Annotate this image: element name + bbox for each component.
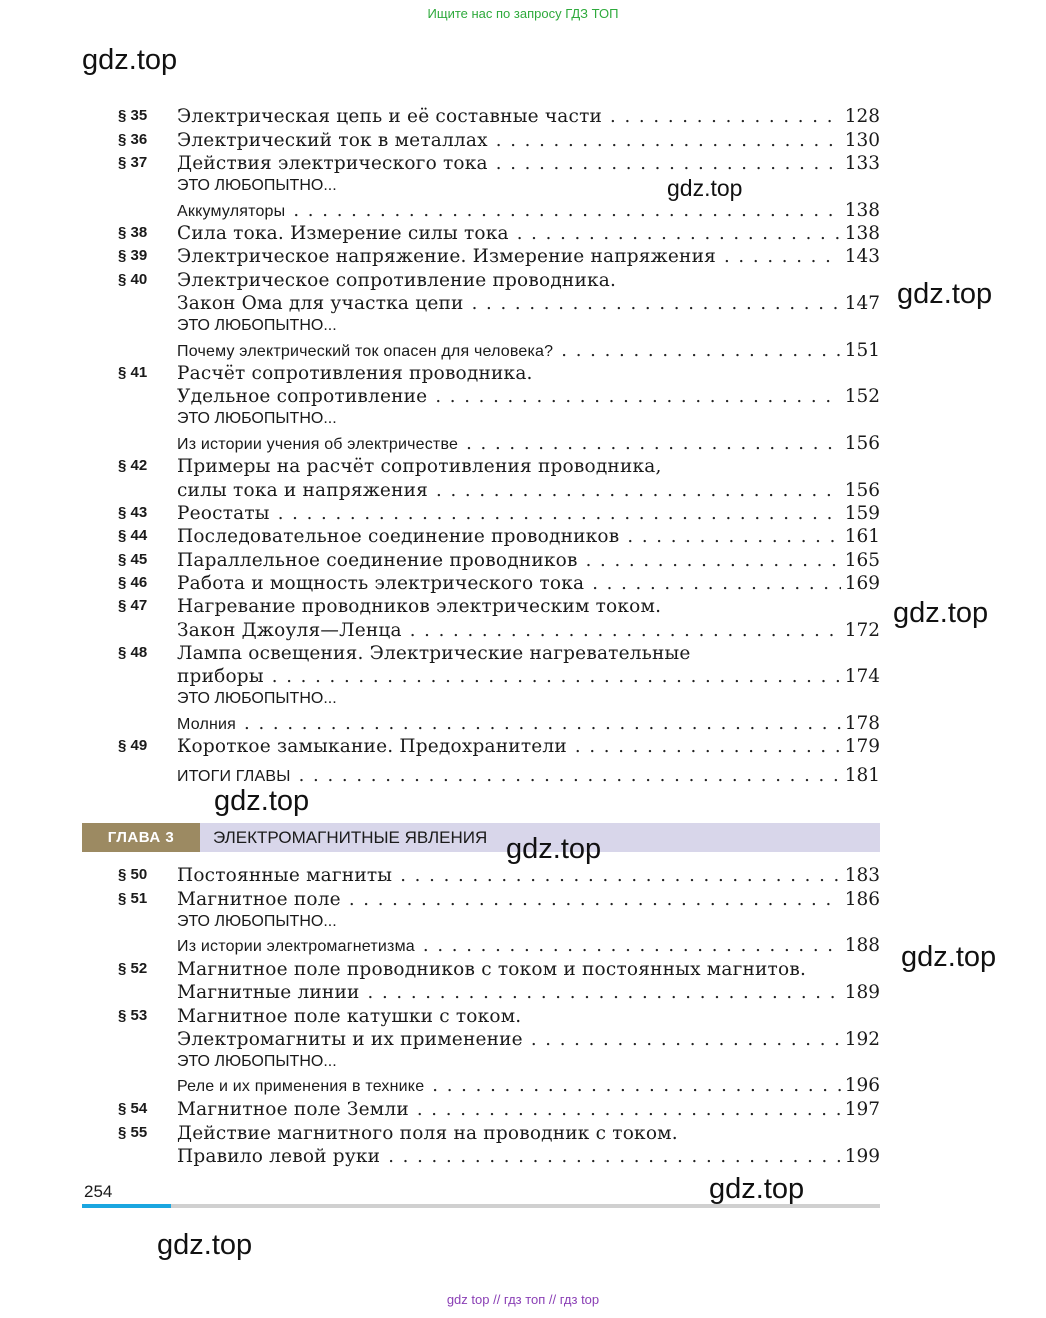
entry-line xyxy=(177,523,880,547)
entry-title: Электрическое напряжение. Измерение напряжения xyxy=(177,246,716,267)
entry-title: приборы xyxy=(177,666,264,687)
entry-title: Примеры на расчёт сопротивления проводника, xyxy=(177,456,662,477)
entry-title: Короткое замыкание. Предохранители xyxy=(177,736,567,757)
dot-leader xyxy=(472,294,841,314)
page-ref: 161 xyxy=(844,526,880,547)
entry-line xyxy=(177,593,880,617)
entry-title: силы тока и напряжения xyxy=(177,480,429,501)
dot-leader xyxy=(410,621,841,641)
page-ref: 128 xyxy=(844,106,880,127)
entry-title: Работа и мощность электрического тока xyxy=(177,573,585,594)
curio-label: ЭТО ЛЮБОПЫТНО... xyxy=(177,177,337,194)
section-number: § 47 xyxy=(118,597,148,614)
page-ref: 156 xyxy=(844,433,880,454)
dot-leader xyxy=(388,1147,840,1167)
entry-line xyxy=(177,103,880,127)
section-number: § 43 xyxy=(118,504,148,521)
toc-entry xyxy=(118,103,880,127)
page-ref: 138 xyxy=(844,223,880,244)
page-ref: 133 xyxy=(844,153,880,174)
section-number: § 52 xyxy=(118,960,148,977)
section-number: § 37 xyxy=(118,154,148,171)
toc-entry xyxy=(118,1143,880,1167)
entry-line xyxy=(177,640,880,664)
watermark: gdz.top xyxy=(893,597,989,629)
dot-leader xyxy=(586,551,841,571)
dot-leader xyxy=(417,1100,841,1120)
toc-entry xyxy=(118,1096,880,1120)
toc-entry xyxy=(118,979,880,1003)
page-ref: 138 xyxy=(844,200,880,221)
section-number: § 38 xyxy=(118,224,148,241)
page-ref: 147 xyxy=(844,293,880,314)
entry-line xyxy=(177,617,880,641)
toc-entry xyxy=(118,337,880,361)
entry-title: Параллельное соединение проводников xyxy=(177,550,578,571)
entry-line xyxy=(177,733,880,757)
entry-line xyxy=(177,1072,880,1096)
entry-line xyxy=(177,762,880,786)
entry-subtitle: Почему электрический ток опасен для человека? xyxy=(177,343,554,360)
toc-entry xyxy=(118,477,880,501)
entry-line xyxy=(177,663,880,687)
entry-subtitle: Из истории учения об электричестве xyxy=(177,436,459,453)
entry-title: Электрическое сопротивление проводника. xyxy=(177,270,617,291)
chapter-title: ЭЛЕКТРОМАГНИТНЫЕ ЯВЛЕНИЯ xyxy=(213,828,488,847)
entry-line xyxy=(177,956,880,980)
dot-leader xyxy=(724,247,841,267)
curio-label: ЭТО ЛЮБОПЫТНО... xyxy=(177,690,337,707)
toc-entry xyxy=(118,1026,880,1050)
top-banner: Ищите нас по запросу ГДЗ ТОП xyxy=(427,6,619,21)
dot-leader xyxy=(349,890,841,910)
dot-leader xyxy=(368,983,841,1003)
toc-entry xyxy=(118,570,880,594)
entry-line xyxy=(177,1096,880,1120)
dot-leader xyxy=(496,154,841,174)
dot-leader xyxy=(400,866,840,886)
watermark: gdz.top xyxy=(709,1173,805,1205)
dot-leader xyxy=(531,1030,841,1050)
entry-subtitle: Реле и их применения в технике xyxy=(177,1078,425,1095)
page-ref: 196 xyxy=(844,1075,880,1096)
dot-leader xyxy=(466,434,841,454)
entry-subtitle: Из истории электромагнетизма xyxy=(177,938,415,955)
section-number: § 35 xyxy=(118,107,148,124)
watermark: gdz.top xyxy=(506,833,602,865)
entry-line xyxy=(177,360,880,384)
curio-label: ЭТО ЛЮБОПЫТНО... xyxy=(177,913,337,930)
dot-leader xyxy=(561,341,840,361)
entry-title: Сила тока. Измерение силы тока xyxy=(177,223,509,244)
section-number: § 44 xyxy=(118,527,148,544)
entry-line xyxy=(177,383,880,407)
section-number: § 40 xyxy=(118,271,148,288)
dot-leader xyxy=(423,936,841,956)
watermark: gdz.top xyxy=(214,785,310,817)
page-ref: 188 xyxy=(844,935,880,956)
page-ref: 178 xyxy=(844,713,880,734)
page-ref: 183 xyxy=(844,865,880,886)
entry-line xyxy=(177,127,880,151)
toc-entry xyxy=(118,453,880,477)
entry-line xyxy=(177,267,880,291)
page-ref: 174 xyxy=(844,666,880,687)
entry-title: Лампа освещения. Электрические нагревательные xyxy=(177,643,691,664)
entry-line xyxy=(177,290,880,314)
dot-leader xyxy=(244,714,841,734)
entry-line xyxy=(177,547,880,571)
toc-entry xyxy=(118,733,880,757)
entry-title: Электрическая цепь и её составные части xyxy=(177,106,603,127)
entry-line xyxy=(177,710,880,734)
section-number: § 39 xyxy=(118,247,148,264)
page-ref: 156 xyxy=(844,480,880,501)
toc-entry xyxy=(118,886,880,910)
toc-entry xyxy=(118,360,880,384)
toc-entry xyxy=(118,290,880,314)
watermark: gdz.top xyxy=(82,44,178,76)
watermark: gdz.top xyxy=(157,1229,253,1261)
entry-title: Нагревание проводников электрическим током. xyxy=(177,596,662,617)
page-ref: 186 xyxy=(844,889,880,910)
entry-title: Закон Джоуля—Ленца xyxy=(177,620,402,641)
dot-leader xyxy=(432,1076,840,1096)
entry-line xyxy=(177,886,880,910)
entry-line xyxy=(177,477,880,501)
dot-leader xyxy=(436,481,841,501)
entry-title: Последовательное соединение проводников xyxy=(177,526,620,547)
entry-line xyxy=(177,1143,880,1167)
toc-entry xyxy=(118,383,880,407)
section-number: § 46 xyxy=(118,574,148,591)
toc-entry xyxy=(118,1003,880,1027)
toc-entry xyxy=(118,243,880,267)
toc-entry xyxy=(118,663,880,687)
dot-leader xyxy=(627,527,840,547)
entry-line xyxy=(177,979,880,1003)
entry-title: Магнитное поле xyxy=(177,889,341,910)
entry-title: Постоянные магниты xyxy=(177,865,393,886)
page-ref: 199 xyxy=(844,1146,880,1167)
dot-leader xyxy=(496,131,841,151)
dot-leader xyxy=(517,224,841,244)
curio-label: ЭТО ЛЮБОПЫТНО... xyxy=(177,317,337,334)
dot-leader xyxy=(293,201,840,221)
entry-title: Магнитное поле катушки с током. xyxy=(177,1006,522,1027)
dot-leader xyxy=(299,766,841,786)
entry-title: Расчёт сопротивления проводника. xyxy=(177,363,533,384)
toc-entry xyxy=(118,523,880,547)
entry-line xyxy=(177,430,880,454)
page-ref: 192 xyxy=(844,1029,880,1050)
toc-entry xyxy=(118,593,880,617)
entry-line xyxy=(177,1120,880,1144)
section-number: § 50 xyxy=(118,866,148,883)
dot-leader xyxy=(575,737,841,757)
page-ref: 159 xyxy=(844,503,880,524)
entry-title: Действия электрического тока xyxy=(177,153,488,174)
toc-entry xyxy=(118,127,880,151)
section-number: § 51 xyxy=(118,890,148,907)
entry-line xyxy=(177,220,880,244)
page-ref: 169 xyxy=(844,573,880,594)
watermark: gdz.top xyxy=(897,278,993,310)
entry-title: Реостаты xyxy=(177,503,270,524)
entry-title: Магнитные линии xyxy=(177,982,360,1003)
section-number: § 36 xyxy=(118,131,148,148)
entry-title: Электрический ток в металлах xyxy=(177,130,488,151)
entry-subtitle: Аккумуляторы xyxy=(177,203,286,220)
section-number: § 55 xyxy=(118,1124,148,1141)
entry-line xyxy=(177,1003,880,1027)
section-number: § 45 xyxy=(118,551,148,568)
watermark: gdz.top xyxy=(667,175,743,201)
chapter-label: ГЛАВА 3 xyxy=(82,823,200,852)
section-number: § 41 xyxy=(118,364,148,381)
chapter-header xyxy=(82,823,880,852)
toc-entry xyxy=(118,430,880,454)
curio-label: ЭТО ЛЮБОПЫТНО... xyxy=(177,1053,337,1070)
toc-entry xyxy=(118,500,880,524)
page-ref: 165 xyxy=(844,550,880,571)
entry-line xyxy=(177,150,880,174)
toc-entry xyxy=(118,547,880,571)
entry-line xyxy=(177,500,880,524)
entry-line xyxy=(177,932,880,956)
toc-entry xyxy=(118,150,880,174)
entry-title: Действие магнитного поля на проводник с током. xyxy=(177,1123,678,1144)
entry-line xyxy=(177,337,880,361)
page-number: 254 xyxy=(84,1182,113,1201)
entry-title: Электромагниты и их применение xyxy=(177,1029,523,1050)
toc-entry xyxy=(118,862,880,886)
entry-line xyxy=(177,570,880,594)
bottom-banner: gdz top // гдз топ // гдз top xyxy=(446,1292,600,1307)
dot-leader xyxy=(272,667,841,687)
entry-line xyxy=(177,197,880,221)
curio-label: ЭТО ЛЮБОПЫТНО... xyxy=(177,410,337,427)
footer-accent xyxy=(82,1204,171,1208)
entry-title: Закон Ома для участка цепи xyxy=(177,293,464,314)
entry-subtitle: Молния xyxy=(177,716,237,733)
toc-entry xyxy=(118,267,880,291)
dot-leader xyxy=(435,387,840,407)
entry-line xyxy=(177,243,880,267)
page-ref: 172 xyxy=(844,620,880,641)
toc-entry xyxy=(118,197,880,221)
page-ref: 197 xyxy=(844,1099,880,1120)
page-ref: 143 xyxy=(844,246,880,267)
entry-title: Магнитное поле проводников с током и постоянных магнитов. xyxy=(177,959,807,980)
page-ref: 130 xyxy=(844,130,880,151)
toc-entry xyxy=(118,710,880,734)
dot-leader xyxy=(610,107,841,127)
toc-entry xyxy=(118,762,880,786)
toc-entry xyxy=(118,1120,880,1144)
section-number: § 49 xyxy=(118,737,148,754)
watermark: gdz.top xyxy=(901,941,997,973)
entry-subtitle: ИТОГИ ГЛАВЫ xyxy=(177,768,291,785)
section-number: § 42 xyxy=(118,457,148,474)
toc-entry xyxy=(118,932,880,956)
toc-entry xyxy=(118,1072,880,1096)
entry-title: Удельное сопротивление xyxy=(177,386,428,407)
section-number: § 53 xyxy=(118,1007,148,1024)
section-number: § 54 xyxy=(118,1100,148,1117)
page-ref: 181 xyxy=(844,765,880,786)
dot-leader xyxy=(278,504,841,524)
page-ref: 179 xyxy=(844,736,880,757)
entry-title: Правило левой руки xyxy=(177,1146,381,1167)
page-ref: 151 xyxy=(844,340,880,361)
entry-line xyxy=(177,1026,880,1050)
entry-line xyxy=(177,453,880,477)
entry-title: Магнитное поле Земли xyxy=(177,1099,409,1120)
toc-entry xyxy=(118,220,880,244)
toc-entry xyxy=(118,956,880,980)
page-ref: 189 xyxy=(844,982,880,1003)
dot-leader xyxy=(592,574,840,594)
section-number: § 48 xyxy=(118,644,148,661)
toc-entry xyxy=(118,640,880,664)
page-ref: 152 xyxy=(844,386,880,407)
toc-entry xyxy=(118,617,880,641)
